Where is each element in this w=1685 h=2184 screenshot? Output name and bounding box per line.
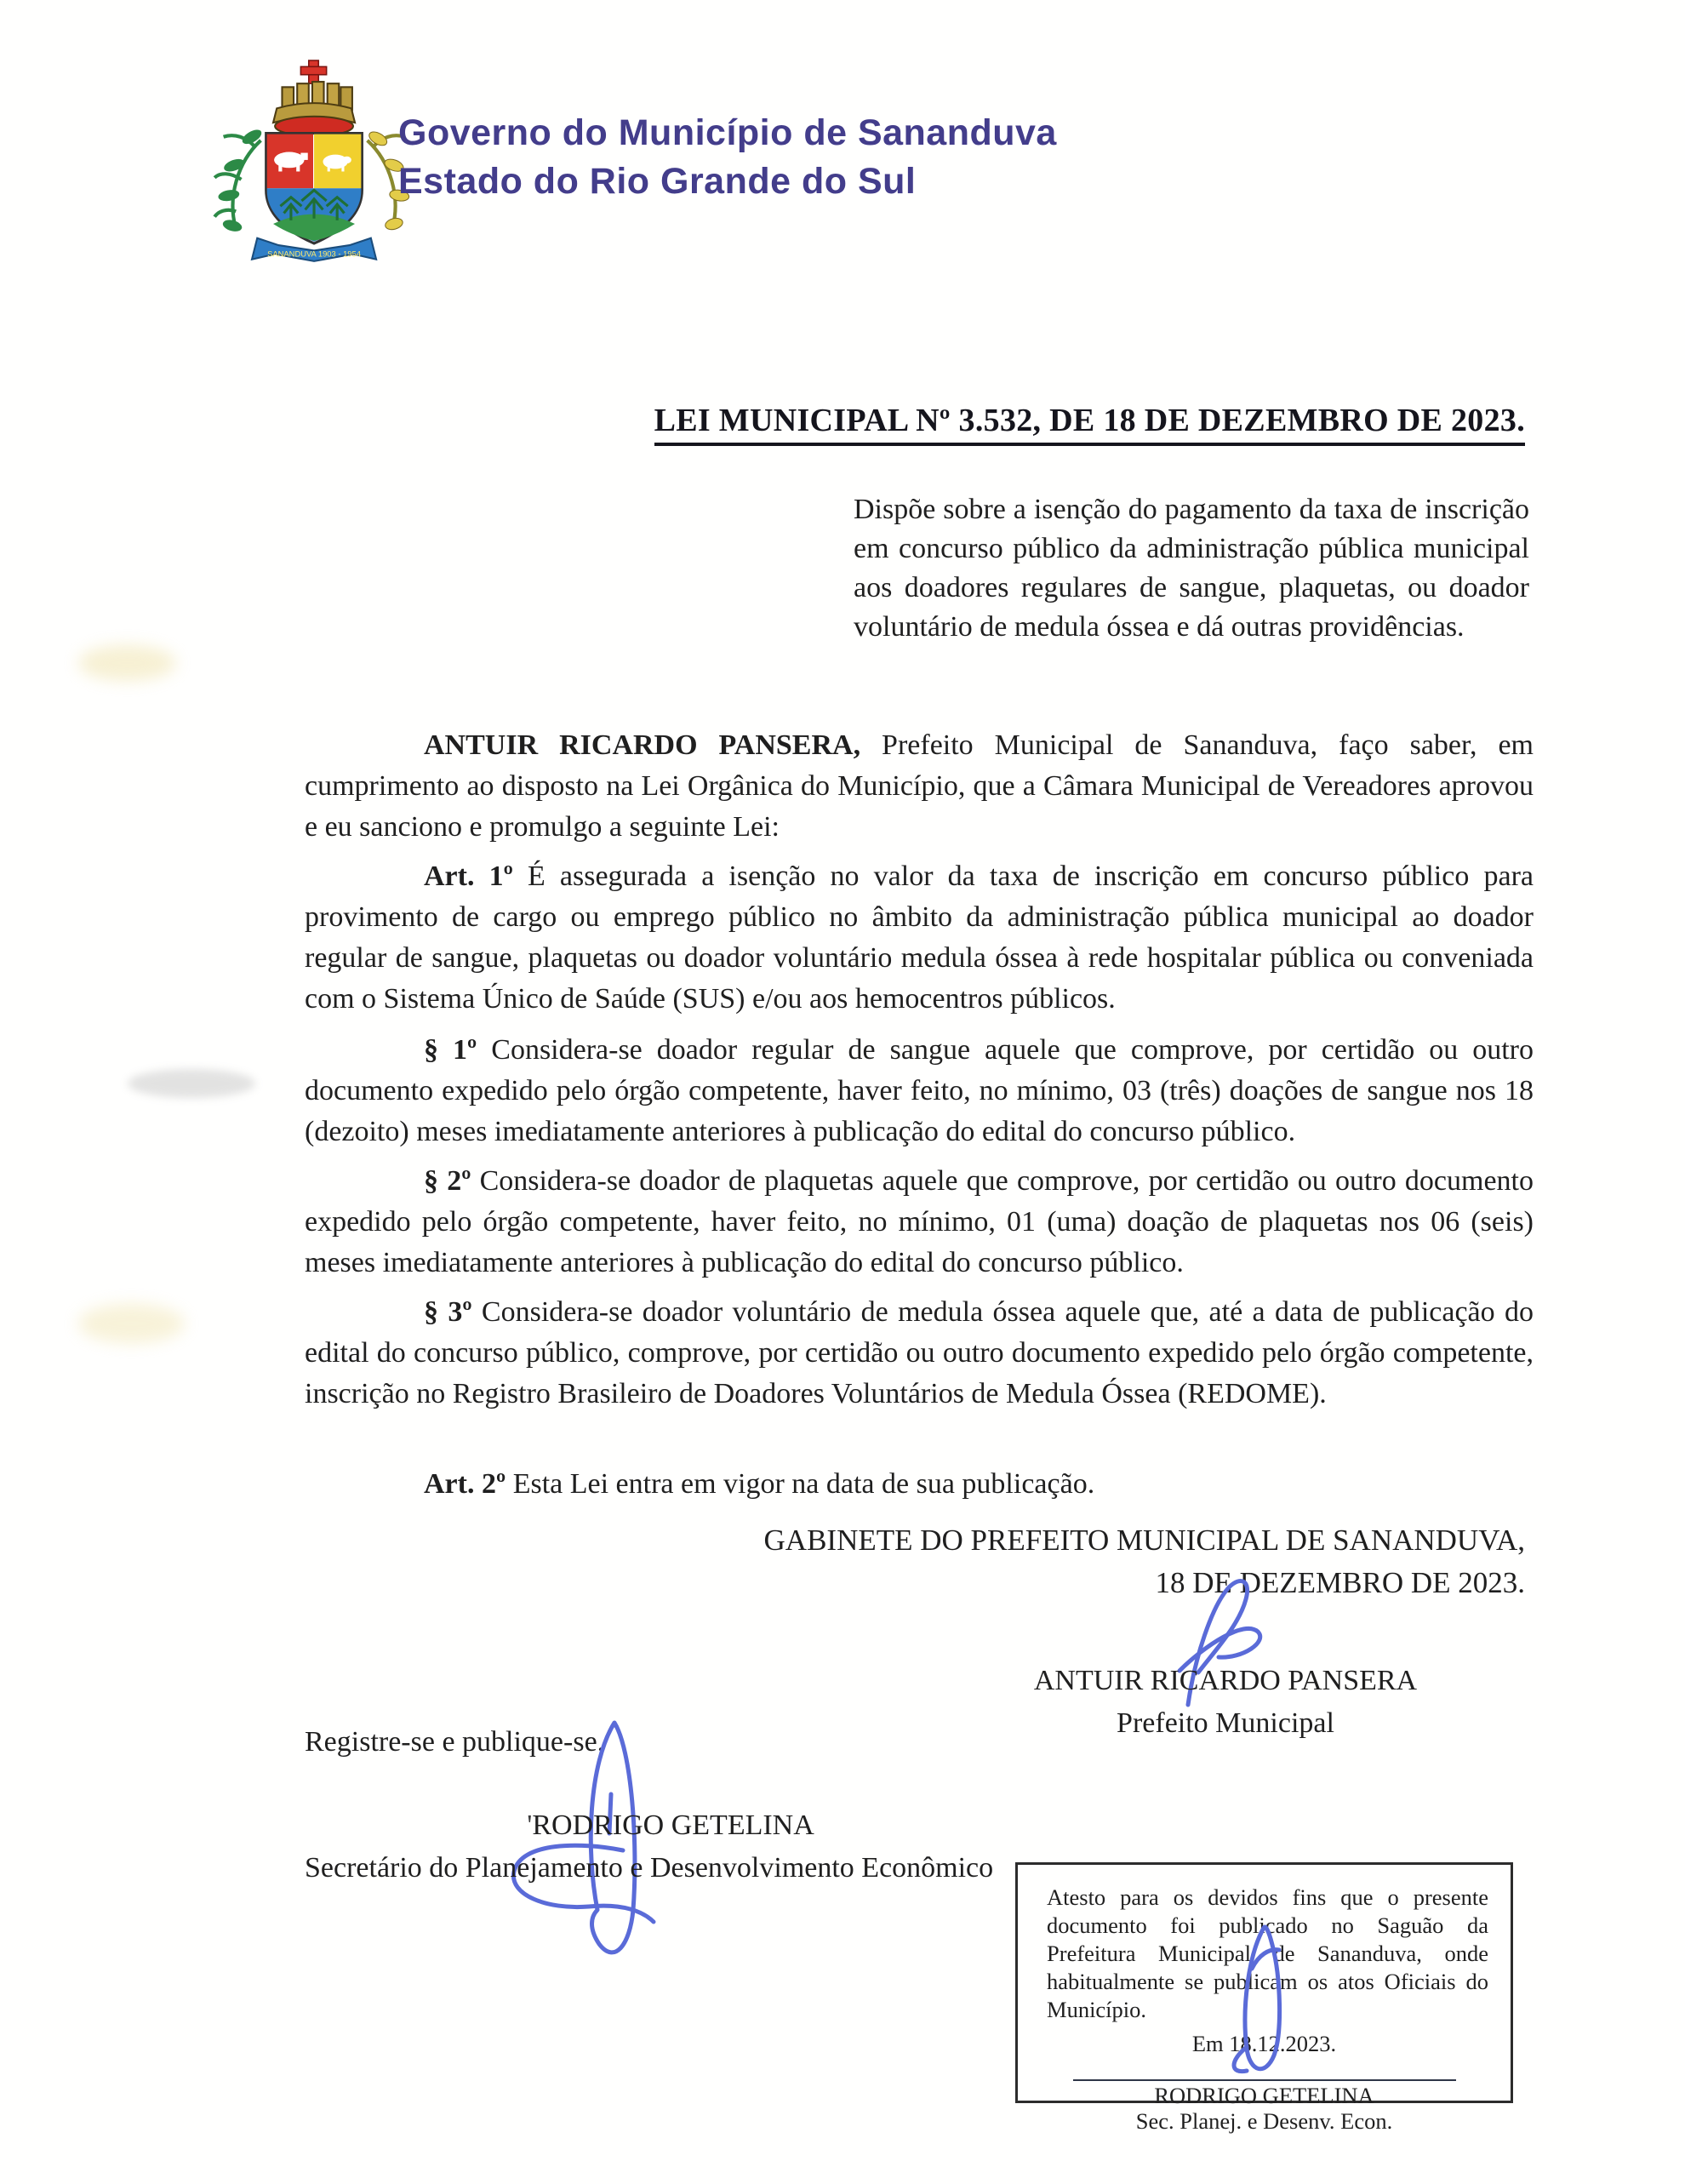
header-line-1: Governo do Município de Sananduva — [398, 112, 1057, 153]
scan-smudge — [78, 1304, 185, 1343]
stamp-attest-text: Atesto para os devidos fins que o presente documento foi publicado no Saguão da Prefeitura Municipal de Sananduva, onde habitualmente se publicam os atos Oficiais do Município. — [1047, 1884, 1488, 2022]
law-summary: Dispõe sobre a isenção do pagamento da taxa de inscrição em concurso público da administração pública municipal aos doadores regulares de sangue, plaquetas, ou doador voluntário de medula óssea e dá outras providências. — [854, 494, 1529, 643]
scan-smudge — [78, 645, 176, 681]
preamble-paragraph — [305, 725, 1534, 848]
paragraph-2 — [305, 1161, 1534, 1284]
paragraph-2-text: Considera-se doador de plaquetas aquele que comprove, por certidão ou outro documento expedido pelo órgão competente, haver feito, no mínimo, 01 (uma) doação de plaquetas nos 06 (seis) meses imediatamente anteriores à publicação do edital do concurso público. — [305, 1165, 1534, 1278]
publication-stamp-box — [1015, 1862, 1513, 2134]
paragraph-3-label: § 3º — [424, 1296, 472, 1328]
paragraph-1-label: § 1º — [424, 1034, 477, 1066]
preamble-text: Prefeito Municipal de Sananduva, faço saber, em cumprimento ao disposto na Lei Orgânica do Município, que a Câmara Municipal de Vereadores aprovou e eu sanciono e promulgo a seguinte Lei: — [305, 729, 1534, 843]
mayor-title: Prefeito Municipal — [1117, 1707, 1334, 1739]
header-line-2: Estado do Rio Grande do Sul — [398, 161, 917, 202]
article-2-text: Esta Lei entra em vigor na data de sua publicação. — [506, 1468, 1095, 1500]
secretary-name: ' RODRIGO GETELINA — [305, 1810, 1037, 1842]
paragraph-1 — [305, 1030, 1534, 1152]
article-1 — [305, 856, 1534, 1020]
article-2 — [305, 1464, 1534, 1505]
cabinet-line: GABINETE DO PREFEITO MUNICIPAL DE SANANDUVA, — [763, 1524, 1525, 1557]
stamp-date: Em 18.12.2023. — [1191, 2031, 1337, 2056]
date-line: 18 DE DEZEMBRO DE 2023. — [1155, 1566, 1525, 1599]
law-title: LEI MUNICIPAL Nº 3.532, DE 18 DE DEZEMBRO DE 2023. — [654, 402, 1525, 446]
stamp-signer-name: RODRIGO GETELINA — [1154, 2083, 1374, 2108]
paragraph-3-text: Considera-se doador voluntário de medula óssea aquele que, até a data de publicação do edital do concurso público, comprove, por certidão ou outro documento expedido pelo órgão competente, inscrição no Registro Brasileiro de Doadores Voluntários de Medula Óssea (REDOME). — [305, 1296, 1534, 1409]
article-2-label: Art. 2º — [424, 1468, 506, 1500]
municipal-coat-of-arms-icon — [211, 54, 415, 269]
paragraph-1-text: Considera-se doador regular de sangue aquele que comprove, por certidão ou outro documento expedido pelo órgão competente, haver feito, no mínimo, 03 (três) doações de sangue nos 18 (dezoito) meses imediatamente anteriores à publicação do edital do concurso público. — [305, 1034, 1534, 1147]
article-1-text: É assegurada a isenção no valor da taxa de inscrição em concurso público para provimento de cargo ou emprego público no âmbito da administração pública municipal ao doador regular de sangue, plaquetas ou doador voluntário medula óssea à rede hospitalar pública ou conveniada com o Sistema Único de Saúde (SUS) e/ou aos hemocentros públicos. — [305, 860, 1534, 1015]
stamp-signer-title: Sec. Planej. e Desenv. Econ. — [1135, 2108, 1393, 2134]
scan-smudge — [128, 1069, 255, 1098]
mayor-signature-block — [928, 1660, 1523, 1745]
paragraph-3 — [305, 1292, 1534, 1415]
mayor-name: ANTUIR RICARDO PANSERA — [1033, 1665, 1418, 1696]
government-header — [398, 109, 1057, 206]
mayor-name-bold: ANTUIR RICARDO PANSERA, — [424, 729, 861, 761]
secretary-title: Secretário do Planejamento e Desenvolvimento Econômico — [305, 1852, 994, 1884]
crest-ribbon-text: SANANDUVA 1903 - 1954 — [267, 249, 361, 259]
paragraph-2-label: § 2º — [424, 1165, 471, 1197]
stamp-signature-line — [1073, 2079, 1456, 2081]
register-publish-line: Registre-se e publique-se. — [305, 1726, 605, 1758]
article-1-label: Art. 1º — [424, 860, 513, 892]
